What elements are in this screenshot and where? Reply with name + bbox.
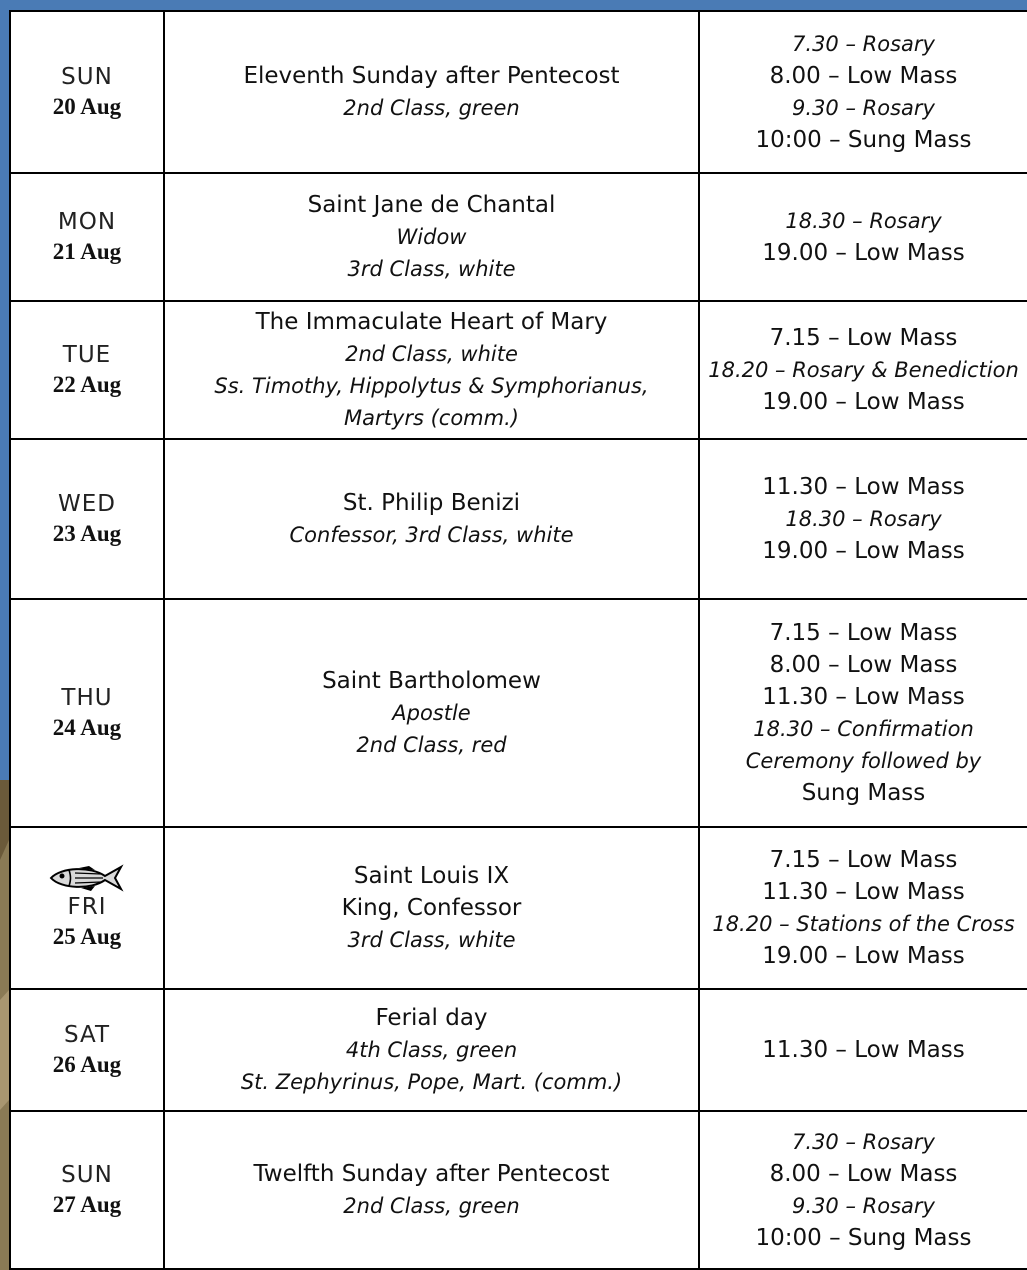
- mass-time: 7.15 – Low Mass: [769, 847, 958, 873]
- table-row: [10, 989, 1027, 1111]
- mass-time: 19.00 – Low Mass: [762, 240, 965, 266]
- mass-time: 8.00 – Low Mass: [769, 63, 958, 89]
- feast-detail: 2nd Class, red: [356, 733, 507, 757]
- feast-detail: St. Zephyrinus, Pope, Mart. (comm.): [240, 1070, 623, 1094]
- mass-time: 11.30 – Low Mass: [762, 1037, 965, 1063]
- mass-time: 19.00 – Low Mass: [762, 943, 965, 969]
- mass-schedule-table: [9, 10, 1027, 1270]
- mass-time: 18.20 – Rosary & Benediction: [708, 358, 1019, 382]
- feast-cell: [164, 599, 699, 827]
- feast-title: The Immaculate Heart of Mary: [255, 309, 608, 335]
- fish-icon: [49, 864, 125, 892]
- date: 23 Aug: [52, 521, 122, 546]
- mass-time: 7.15 – Low Mass: [769, 325, 958, 351]
- weekday: WED: [58, 491, 116, 517]
- mass-times-cell: [699, 439, 1027, 599]
- day-cell: [10, 827, 164, 989]
- feast-title: Twelfth Sunday after Pentecost: [253, 1161, 610, 1187]
- mass-times-cell: [699, 827, 1027, 989]
- mass-time: 19.00 – Low Mass: [762, 389, 965, 415]
- mass-times-cell: [699, 301, 1027, 439]
- feast-detail: 2nd Class, white: [345, 342, 518, 366]
- date: 25 Aug: [52, 924, 122, 949]
- day-cell: [10, 989, 164, 1111]
- day-cell: [10, 301, 164, 439]
- mass-time: 18.20 – Stations of the Cross: [712, 912, 1015, 936]
- mass-time: 8.00 – Low Mass: [769, 652, 958, 678]
- weekday: SUN: [61, 1162, 113, 1188]
- mass-time: 7.15 – Low Mass: [769, 620, 958, 646]
- feast-detail: King, Confessor: [341, 895, 522, 921]
- feast-title: Saint Bartholomew: [322, 668, 541, 694]
- mass-time: 19.00 – Low Mass: [762, 538, 965, 564]
- feast-cell: [164, 301, 699, 439]
- feast-cell: [164, 827, 699, 989]
- mass-times-cell: [699, 989, 1027, 1111]
- mass-time: 11.30 – Low Mass: [762, 684, 965, 710]
- feast-cell: [164, 439, 699, 599]
- weekday: SUN: [61, 64, 113, 90]
- date: 26 Aug: [52, 1052, 122, 1077]
- mass-time: 11.30 – Low Mass: [762, 474, 965, 500]
- feast-detail: Martyrs (comm.): [344, 406, 519, 430]
- weekday: THU: [61, 685, 113, 711]
- mass-time: 18.30 – Confirmation: [753, 717, 974, 741]
- feast-detail: 2nd Class, green: [343, 1194, 520, 1218]
- day-cell: [10, 173, 164, 301]
- mass-time: 18.30 – Rosary: [785, 507, 942, 531]
- feast-title: St. Philip Benizi: [342, 490, 521, 516]
- date: 22 Aug: [52, 372, 122, 397]
- mass-time: 11.30 – Low Mass: [762, 879, 965, 905]
- mass-time: 7.30 – Rosary: [792, 1130, 935, 1154]
- mass-time: 8.00 – Low Mass: [769, 1161, 958, 1187]
- mass-time: 10:00 – Sung Mass: [755, 127, 972, 153]
- feast-cell: [164, 173, 699, 301]
- mass-time: 9.30 – Rosary: [792, 96, 935, 120]
- table-row: [10, 827, 1027, 989]
- table-row: [10, 301, 1027, 439]
- weekday: TUE: [62, 342, 112, 368]
- day-cell: [10, 11, 164, 173]
- feast-title: Ferial day: [375, 1005, 488, 1031]
- mass-times-cell: [699, 173, 1027, 301]
- feast-cell: [164, 1111, 699, 1269]
- feast-detail: Widow: [396, 225, 467, 249]
- feast-detail: 3rd Class, white: [347, 257, 516, 281]
- table-row: [10, 1111, 1027, 1269]
- weekday: SAT: [63, 1022, 111, 1048]
- feast-detail: Confessor, 3rd Class, white: [289, 523, 574, 547]
- table-row: [10, 599, 1027, 827]
- feast-title: Saint Jane de Chantal: [307, 192, 556, 218]
- mass-time: 18.30 – Rosary: [785, 209, 942, 233]
- date: 24 Aug: [52, 715, 122, 740]
- feast-cell: [164, 989, 699, 1111]
- feast-detail: 4th Class, green: [345, 1038, 518, 1062]
- day-cell: [10, 599, 164, 827]
- feast-detail: 2nd Class, green: [343, 96, 520, 120]
- mass-time: 9.30 – Rosary: [792, 1194, 935, 1218]
- table-row: [10, 173, 1027, 301]
- table-row: [10, 11, 1027, 173]
- feast-detail: Ss. Timothy, Hippolytus & Symphorianus,: [214, 374, 649, 398]
- feast-detail: Apostle: [392, 701, 471, 725]
- weekday: FRI: [67, 894, 107, 920]
- table-row: [10, 439, 1027, 599]
- day-cell: [10, 439, 164, 599]
- mass-times-cell: [699, 1111, 1027, 1269]
- mass-time: 7.30 – Rosary: [792, 32, 935, 56]
- mass-time: Sung Mass: [801, 780, 926, 806]
- feast-detail: 3rd Class, white: [347, 928, 516, 952]
- date: 27 Aug: [52, 1192, 122, 1217]
- feast-cell: [164, 11, 699, 173]
- day-cell: [10, 1111, 164, 1269]
- weekday: MON: [57, 209, 117, 235]
- mass-time: 10:00 – Sung Mass: [755, 1225, 972, 1251]
- feast-title: Saint Louis IX: [353, 863, 510, 889]
- mass-times-cell: [699, 599, 1027, 827]
- date: 21 Aug: [52, 239, 122, 264]
- feast-title: Eleventh Sunday after Pentecost: [243, 63, 620, 89]
- mass-times-cell: [699, 11, 1027, 173]
- date: 20 Aug: [52, 94, 122, 119]
- mass-time: Ceremony followed by: [745, 749, 982, 773]
